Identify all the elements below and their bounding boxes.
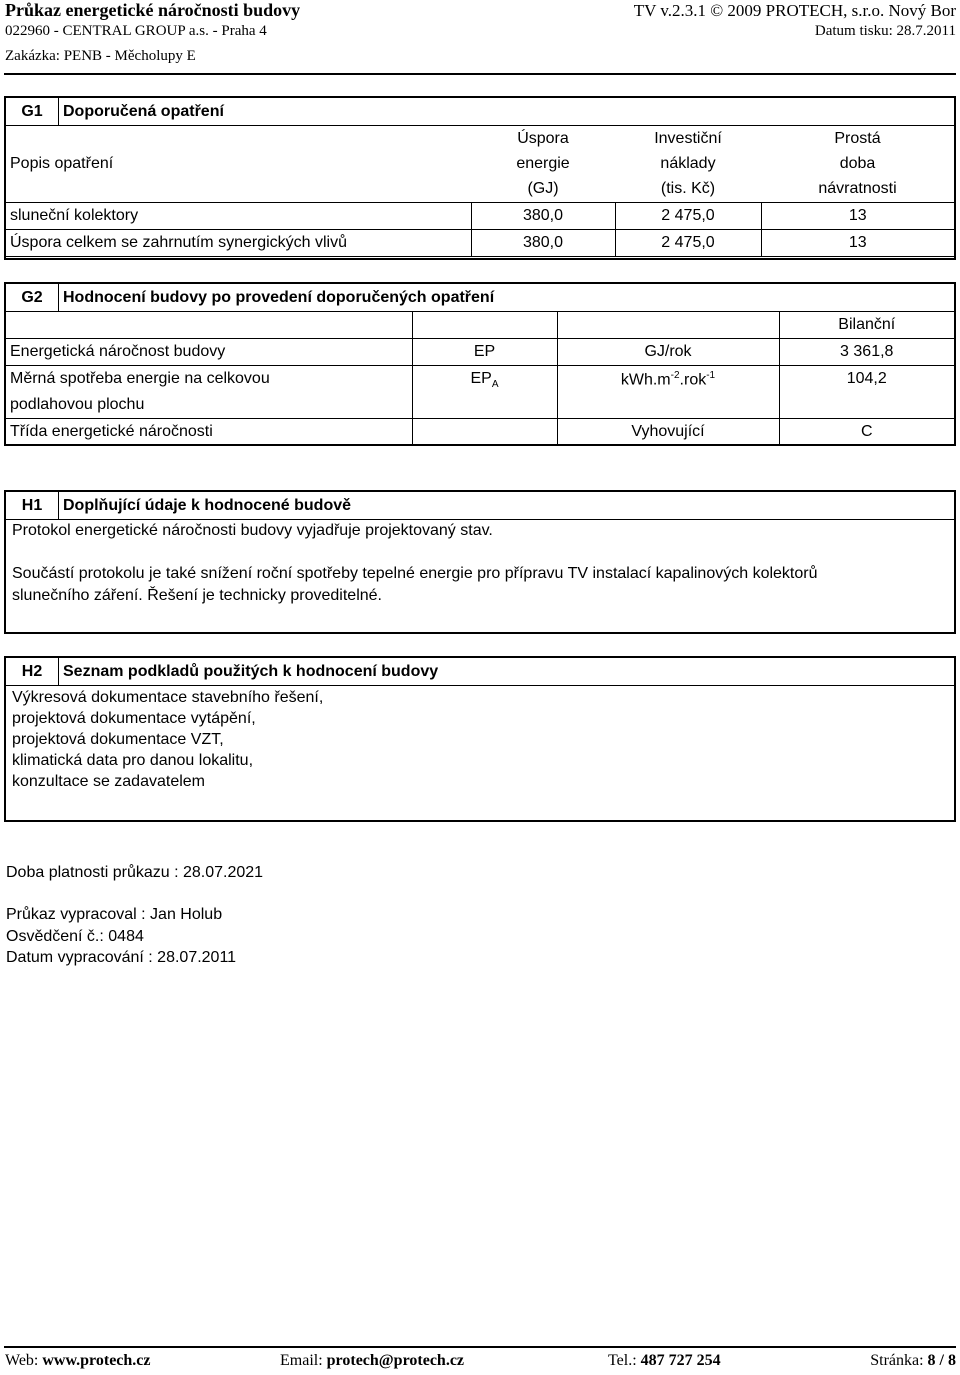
- measure-savings: 380,0: [471, 229, 615, 256]
- blank-cell: [412, 419, 557, 446]
- table-row: [6, 366, 954, 419]
- blank-cell: [412, 312, 557, 339]
- measure-label: sluneční kolektory: [6, 202, 471, 229]
- section-g2-header: [6, 284, 954, 312]
- section-g1: [4, 96, 956, 260]
- table-header-row: [6, 312, 954, 339]
- supplementary-note: slunečního záření. Řešení je technicky proveditelné.: [12, 587, 382, 604]
- blank-cell: [557, 312, 779, 339]
- footer-tel: Tel.: 487 727 254: [608, 1352, 721, 1369]
- table-row: [6, 339, 954, 366]
- footer-divider: [4, 1346, 956, 1348]
- measure-label: Úspora celkem se zahrnutím synergických vlivů: [6, 229, 471, 256]
- col-savings-header: Úspora energie (GJ): [471, 126, 615, 202]
- list-item: konzultace se zadavatelem: [12, 773, 205, 790]
- section-h1: [4, 490, 956, 634]
- footer-web: Web: www.protech.cz: [5, 1352, 151, 1369]
- measure-payback: 13: [761, 202, 954, 229]
- row-symbol: EP: [412, 339, 557, 366]
- section-title: Doplňující údaje k hodnocené budově: [63, 497, 352, 514]
- section-h2-header: [6, 658, 954, 686]
- col-balance-header: Bilanční: [779, 312, 954, 339]
- section-title: Hodnocení budovy po provedení doporučených opatření: [63, 289, 495, 306]
- col-payback-header: Prostá doba návratnosti: [761, 126, 954, 202]
- col-description-header: Popis opatření: [6, 126, 471, 202]
- row-value: 104,2: [779, 366, 954, 419]
- table-row: [6, 229, 954, 256]
- list-item: klimatická data pro danou lokalitu,: [12, 752, 254, 769]
- print-date: Datum tisku: 28.7.2011: [814, 23, 956, 39]
- row-value: 3 361,8: [779, 339, 954, 366]
- table-row: [6, 419, 954, 446]
- row-unit: $kWh.m^{-2}.rok^{-1}$: [557, 366, 779, 419]
- section-code: H1: [6, 492, 59, 519]
- measure-investment: 2 475,0: [615, 229, 761, 256]
- supplementary-note: Součástí protokolu je také snížení roční spotřeby tepelné energie pro přípravu TV instalací kapalinových kolektorů: [12, 565, 818, 582]
- row-unit: GJ/rok: [557, 339, 779, 366]
- measure-savings: 380,0: [471, 202, 615, 229]
- row-label: Třída energetické náročnosti: [6, 419, 412, 446]
- list-item: projektová dokumentace vytápění,: [12, 710, 256, 727]
- section-code: G1: [6, 98, 59, 125]
- section-title: Doporučená opatření: [63, 103, 224, 120]
- section-code: G2: [6, 284, 59, 311]
- footer-email: Email: protech@protech.cz: [280, 1352, 465, 1369]
- table-row: [6, 202, 954, 229]
- row-value: C: [779, 419, 954, 446]
- email-link[interactable]: protech@protech.cz: [326, 1352, 465, 1369]
- col-investment-header: Investiční náklady (tis. Kč): [615, 126, 761, 202]
- recommended-measures-table: [6, 126, 954, 257]
- web-link[interactable]: www.protech.cz: [42, 1352, 151, 1369]
- table-header-row: [6, 126, 954, 202]
- client-info: 022960 - CENTRAL GROUP a.s. - Praha 4: [5, 23, 267, 39]
- row-label: Energetická náročnost budovy: [6, 339, 412, 366]
- section-h1-header: [6, 492, 954, 520]
- author: Průkaz vypracoval : Jan Holub: [6, 906, 223, 923]
- certificate-number: Osvědčení č.: 0484: [6, 928, 144, 945]
- list-item: Výkresová dokumentace stavebního řešení,: [12, 689, 324, 706]
- blank-cell: [6, 312, 412, 339]
- row-symbol: $EP_A$: [412, 366, 557, 419]
- section-code: H2: [6, 658, 59, 685]
- document-title: Průkaz energetické náročnosti budovy: [5, 0, 301, 20]
- evaluation-table: [6, 312, 954, 446]
- section-h2: [4, 656, 956, 822]
- section-title: Seznam podkladů použitých k hodnocení budovy: [63, 663, 439, 680]
- supplementary-note: Protokol energetické náročnosti budovy vyjadřuje projektovaný stav.: [12, 522, 493, 539]
- section-g1-header: [6, 98, 954, 126]
- measure-investment: 2 475,0: [615, 202, 761, 229]
- validity-date: Doba platnosti průkazu : 28.07.2021: [6, 864, 264, 881]
- order-info: Zakázka: PENB - Měcholupy E: [5, 48, 196, 64]
- date-prepared: Datum vypracování : 28.07.2011: [6, 949, 237, 966]
- row-unit: Vyhovující: [557, 419, 779, 446]
- section-g2: [4, 282, 956, 446]
- row-label: Měrná spotřeba energie na celkovou podlahovou plochu: [6, 366, 412, 419]
- footer-page: Stránka: 8 / 8: [870, 1352, 956, 1369]
- measure-payback: 13: [761, 229, 954, 256]
- header-divider: [4, 73, 956, 75]
- list-item: projektová dokumentace VZT,: [12, 731, 224, 748]
- software-version: TV v.2.3.1 © 2009 PROTECH, s.r.o. Nový Bor: [633, 1, 956, 20]
